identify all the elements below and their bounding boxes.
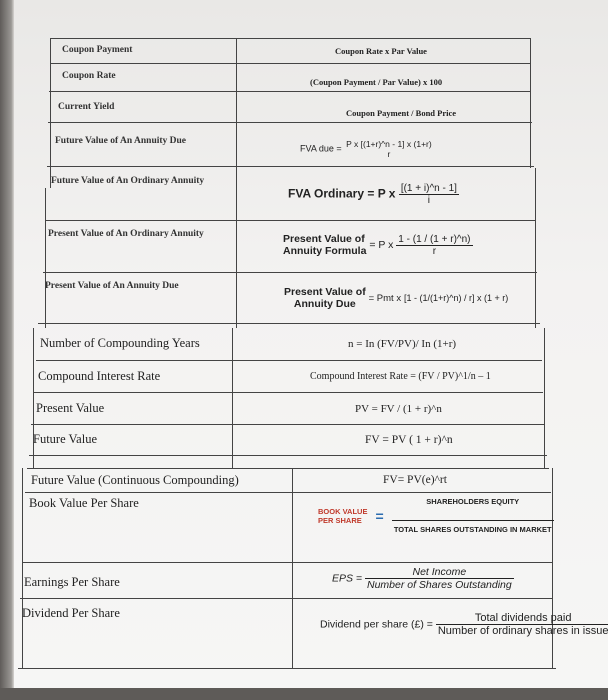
formula-lhs: FVA due = [300,143,342,154]
fraction [399,183,459,206]
formula-pv-due [284,286,508,310]
formula-operator: = [375,507,384,524]
row-divider [45,220,536,221]
formula-text: (Coupon Payment / Par Value) x 100 [310,77,443,87]
formula-operator: = P x [369,238,394,251]
formula-fva-due [300,139,434,159]
formula-lhs [318,507,367,525]
fraction-numerator: [(1 + i)^n - 1] [400,183,457,194]
page-shadow-edge [0,0,14,700]
fraction [436,612,608,637]
row-divider [38,323,540,324]
formula-text: Coupon Rate x Par Value [335,46,427,56]
formula-lhs-line: Annuity Due [293,298,356,310]
col-divider [236,38,237,158]
formula-lhs-line: Present Value of [283,233,365,245]
fraction [396,234,472,257]
formula-dividend [320,612,608,637]
formula-lhs [283,233,366,257]
fraction-numerator: 1 - (1 / (1 + r)^n) [398,233,471,245]
row-name: Future Value of An Ordinary Annuity [51,176,205,186]
formula-lhs-line: PER SHARE [318,515,362,525]
fraction-denominator: Number of Shares Outstanding [366,579,512,591]
formula-operator: = Pmt x [368,292,402,304]
row-name: Present Value of An Annuity Due [45,281,179,291]
fraction-denominator: r [432,245,437,257]
fraction-numerator: Net Income [365,566,514,579]
formula-lhs-line: BOOK VALUE [318,506,368,516]
col-divider [50,38,51,188]
formula-text: Coupon Payment / Bond Price [346,108,457,118]
formula-text: n = In (FV/PV)/ In (1+r) [348,338,457,350]
formula-text: FV= PV(e)^rt [383,474,447,486]
formula-text: FV = PV ( 1 + r)^n [365,434,453,446]
formula-lhs-line: Present Value of [284,286,366,298]
row-divider [20,598,553,599]
formula-eps [332,566,514,591]
fraction-numerator: SHAREHOLDERS EQUITY [392,497,554,521]
row-name: Current Yield [58,102,115,112]
col-divider [22,468,23,668]
row-divider [33,392,543,393]
fraction-numerator: P x [(1+r)^n - 1] x (1+r) [346,139,432,149]
row-divider [48,122,532,123]
row-name: Dividend Per Share [22,606,120,620]
row-name: Present Value [36,401,105,415]
row-name: Present Value of An Ordinary Annuity [48,229,204,239]
row-name: Compound Interest Rate [38,369,161,383]
formula-lhs-line: Annuity Formula [283,245,367,257]
formula-fva-ordinary [288,183,459,206]
row-name: Future Value of An Annuity Due [55,136,187,146]
col-divider [45,188,46,328]
row-name: Future Value (Continuous Compounding) [31,473,239,487]
fraction [392,497,554,534]
col-divider [33,328,34,468]
row-divider [47,166,534,167]
formula-pv-ordinary [283,233,473,257]
fraction-denominator: r [387,149,391,159]
row-divider [18,668,556,669]
formula-text: PV = FV / (1 + r)^n [355,403,442,415]
formula-lhs: EPS = [332,572,363,585]
formula-book-value [318,497,554,534]
col-divider [544,328,545,468]
formula-lhs: Dividend per share (£) = [320,618,433,631]
col-divider [232,328,233,468]
formula-text: Compound Interest Rate = (FV / PV)^1/n – 1 [310,371,491,382]
row-name: Book Value Per Share [29,496,139,510]
fraction-denominator: i [427,195,430,206]
fraction-denominator: TOTAL SHARES OUTSTANDING IN MARKET [393,525,552,534]
fraction [344,139,434,159]
fraction-numerator: Total dividends paid [436,612,608,625]
row-name: Number of Compounding Years [40,336,200,350]
row-divider [25,492,551,493]
fraction-denominator: Number of ordinary shares in issue [437,625,608,637]
desk-background [0,688,608,700]
fraction [365,566,514,591]
formula-lhs: FVA Ordinary = P x [288,186,396,201]
row-name: Coupon Payment [62,45,133,55]
row-divider [50,38,530,39]
col-divider [530,38,531,168]
row-divider [43,272,537,273]
row-name: Earnings Per Share [24,575,120,589]
col-divider [535,168,536,328]
row-name: Coupon Rate [62,71,116,81]
row-divider [27,468,549,469]
row-divider [50,63,530,64]
row-divider [22,562,552,563]
formula-lhs [284,286,366,310]
formula-body: [1 - (1/(1+r)^n) / r] x (1 + r) [404,292,509,303]
row-divider [31,424,545,425]
row-divider [49,91,531,92]
row-divider [36,360,542,361]
row-name: Future Value [33,432,97,446]
col-divider [236,158,237,328]
col-divider [292,468,293,668]
row-divider [29,455,547,456]
